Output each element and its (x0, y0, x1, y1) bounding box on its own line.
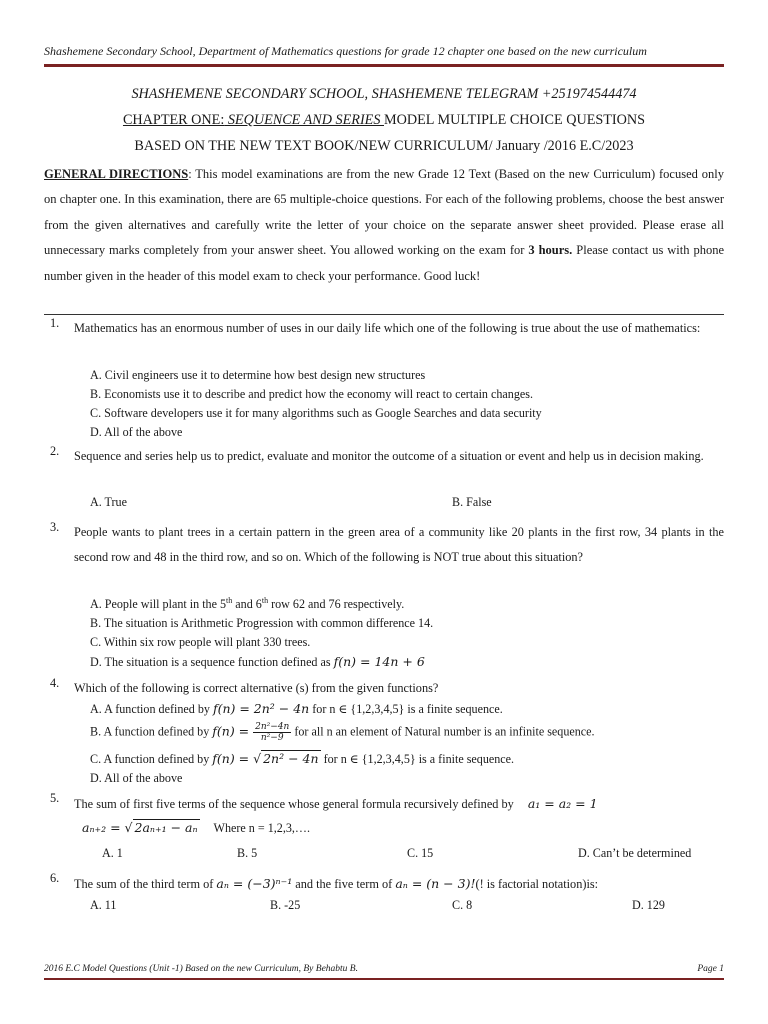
q3a-text-2: and 6 (232, 597, 262, 612)
q6-option-d: D. 129 (632, 898, 665, 912)
chapter-title (44, 112, 724, 129)
school-title: SHASHEMENE SECONDARY SCHOOL, SHASHEMENE TELEGRAM +251974544474 (131, 86, 637, 102)
q4a-tail: for n ∈ {1,2,3,4,5} is a finite sequence. (309, 702, 503, 716)
question-text (74, 871, 724, 897)
question-number: 5. (50, 791, 60, 805)
q5-option-d: D. Can’t be determined (578, 846, 692, 860)
footer-text: 2016 E.C Model Questions (Unit -1) Based on the new Curriculum, By Behabtu B. (44, 964, 358, 974)
q5-where: Where n = 1,2,3,…. (213, 821, 311, 835)
q6-text-3: (! is factorial notation)is: (475, 877, 599, 891)
q3a-sup-2: th (261, 596, 269, 605)
question-number: 2. (50, 444, 60, 458)
q6-text-2: and the five term of (292, 877, 396, 891)
chapter-topic: SEQUENCE AND SERIES (224, 112, 384, 128)
q5-text: The sum of first five terms of the sequence whose general formula recursively defined by (74, 797, 514, 811)
chapter-subtitle: MODEL MULTIPLE CHOICE QUESTIONS (384, 112, 646, 128)
chapter-label: CHAPTER ONE: (122, 112, 225, 128)
question-text: People wants to plant trees in a certain pattern in the green area of a community like 20 plants in the first row, 34 plants in the second row and 48 in the third row, and so on. Which of the following is NOT true about this situation? (74, 525, 724, 564)
question-number: 3. (50, 520, 60, 534)
q3d-formula: f(n) = 14n + 6 (333, 654, 425, 669)
q3-option-b: B. The situation is Arithmetic Progression with common difference 14. (90, 616, 434, 630)
q4-option-d: D. All of the above (90, 771, 183, 785)
question-text: Mathematics has an enormous number of uses in our daily life which one of the following is true about the use of mathematics: (74, 321, 701, 335)
q4c-radicand: 2n² − 4n (263, 751, 319, 766)
page-footer (44, 964, 724, 974)
q4b-fraction (253, 722, 291, 743)
q4-option-a (90, 701, 503, 717)
q5-recursion-lhs: aₙ₊₂ = √ (82, 820, 133, 835)
q4b-text: B. A function defined by (90, 724, 213, 739)
q1-option-c: C. Software developers use it for many algorithms such as Google Searches and data security (90, 406, 542, 420)
q6-formula-1: aₙ = (−3)ⁿ⁻¹ (216, 876, 293, 891)
q3-option-d (90, 654, 425, 670)
q6-option-a: A. 11 (90, 898, 117, 912)
page-number: Page 1 (697, 964, 724, 974)
general-directions (44, 162, 724, 289)
question-text: Which of the following is correct alternative (s) from the given functions? (74, 681, 439, 695)
q5-initial-terms: a₁ = a₂ = 1 (527, 796, 598, 811)
header-rule (44, 64, 724, 67)
fraction-denominator: n²−9 (260, 733, 284, 743)
q6-formula-2: aₙ = (n − 3)! (395, 876, 476, 891)
q3-option-c: C. Within six row people will plant 330 trees. (90, 635, 311, 649)
questions-rule (44, 314, 724, 315)
fraction-numerator: 2n²−4n (255, 722, 290, 732)
page-header: Shashemene Secondary School, Department of Mathematics questions for grade 12 chapter one based on the new curriculum (44, 44, 647, 58)
q5-option-c: C. 15 (407, 846, 434, 860)
q2-option-a: A. True (90, 495, 127, 509)
question-number: 1. (50, 316, 60, 330)
q5-option-a: A. 1 (102, 846, 123, 860)
q3d-text: D. The situation is a sequence function defined as (90, 655, 334, 669)
q4-option-b (90, 722, 595, 743)
q1-option-b: B. Economists use it to describe and predict how the economy will react to certain changes. (90, 387, 533, 401)
q3a-sup-1: th (226, 596, 233, 605)
q4c-formula: f(n) = √ (212, 751, 262, 766)
footer-rule (44, 978, 724, 980)
q6-option-b: B. -25 (270, 898, 301, 912)
q6-option-c: C. 8 (452, 898, 473, 912)
directions-text-1: : This model examinations are from the new Grade 12 Text (Based on the new Curriculum) focused only on chapter one. In this examination, there are 65 multiple-choice questions. For each of the following problems, choose the best answer from the given alternatives and carefully write the letter of your choice on the separate answer sheet provided. Please erase all unnecessary marks completely from your answer sheet. You allowed working on the exam for (44, 167, 724, 258)
q4a-formula: f(n) = 2n² − 4n (212, 701, 310, 716)
q5-recursion-radicand: 2aₙ₊₁ − aₙ (134, 820, 198, 835)
q2-option-b: B. False (452, 495, 492, 509)
q4b-tail: for all n an element of Natural number is an infinite sequence. (291, 724, 595, 739)
q1-option-d: D. All of the above (90, 425, 183, 439)
q4-option-c (90, 751, 514, 767)
question-text: Sequence and series help us to predict, evaluate and monitor the outcome of a situation or event and help us in decision making. (74, 449, 704, 463)
question-text (74, 791, 724, 817)
curriculum-title: BASED ON THE NEW TEXT BOOK/NEW CURRICULUM/ January /2016 E.C/2023 (134, 138, 634, 154)
q3a-text-1: A. People will plant in the 5 (90, 597, 227, 612)
directions-hours: 3 hours. (528, 243, 573, 258)
q5-option-b: B. 5 (237, 846, 258, 860)
q4a-text: A. A function defined by (90, 702, 213, 716)
q3a-text-3: row 62 and 76 respectively. (268, 597, 405, 612)
directions-text-2: Please contact us with phone number given in the header of this model exam to check your performance. Good luck! (44, 243, 724, 283)
q4c-text: C. A function defined by (90, 752, 213, 766)
q3-option-a (90, 596, 404, 612)
q1-option-a: A. Civil engineers use it to determine how best design new structures (90, 368, 426, 382)
question-number: 4. (50, 676, 60, 690)
q4c-tail: for n ∈ {1,2,3,4,5} is a finite sequence. (320, 752, 515, 766)
directions-label: GENERAL DIRECTIONS (44, 167, 189, 181)
question-number: 6. (50, 871, 60, 885)
q4b-formula: f(n) = (212, 723, 254, 739)
q5-recursion (82, 820, 310, 836)
q6-text-1: The sum of the third term of (74, 877, 217, 891)
